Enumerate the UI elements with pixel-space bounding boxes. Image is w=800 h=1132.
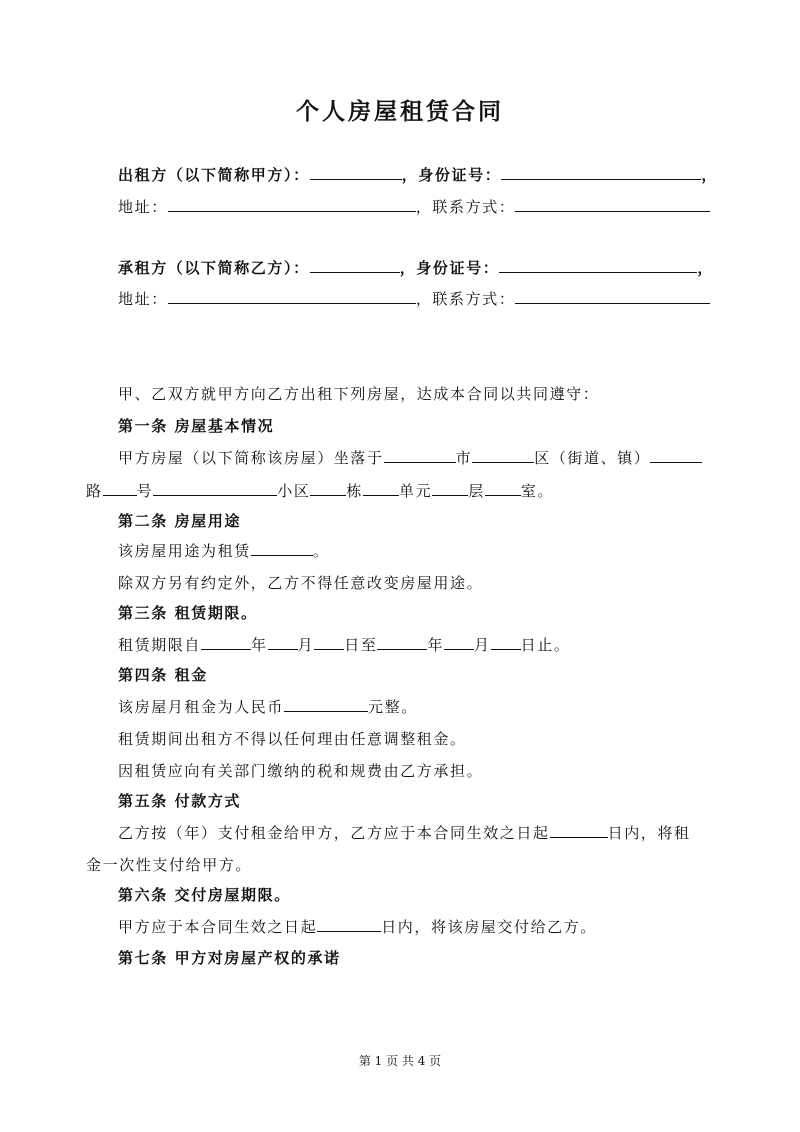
lessee-address-field[interactable] bbox=[168, 289, 416, 304]
payment-text: 乙方按（年）支付租金给甲方，乙方应于本合同生效之日起 bbox=[118, 824, 550, 842]
use-text: 该房屋用途为租赁 bbox=[118, 542, 251, 560]
end-month-field[interactable] bbox=[444, 635, 474, 650]
article-1-address-line bbox=[86, 481, 554, 501]
building-field[interactable] bbox=[310, 481, 346, 496]
start-year-field[interactable] bbox=[201, 635, 251, 650]
document-title: 个人房屋租赁合同 bbox=[296, 98, 504, 125]
end-month-label: 月 bbox=[474, 636, 491, 654]
lessee-line bbox=[118, 258, 714, 278]
article-2-use-line bbox=[118, 541, 329, 561]
end-year-label: 年 bbox=[427, 636, 445, 654]
building-label: 栋 bbox=[346, 482, 364, 500]
city-label: 市 bbox=[455, 449, 473, 467]
use-field[interactable] bbox=[251, 541, 313, 556]
rent-text: 该房屋月租金为人民币 bbox=[118, 698, 285, 716]
end-day-label: 日止。 bbox=[520, 636, 571, 654]
article-6-delivery-line bbox=[118, 917, 597, 937]
floor-field[interactable] bbox=[432, 481, 468, 496]
article-2-restriction: 除双方另有约定外，乙方不得任意改变房屋用途。 bbox=[118, 574, 484, 592]
start-day-field[interactable] bbox=[314, 635, 344, 650]
intro-paragraph: 甲、乙双方就甲方向乙方出租下列房屋，达成本合同以共同遵守： bbox=[118, 385, 600, 403]
article-6-heading: 第六条 交付房屋期限。 bbox=[118, 886, 291, 904]
delivery-text: 甲方应于本合同生效之日起 bbox=[118, 918, 318, 936]
road-label: 路 bbox=[86, 482, 103, 500]
district-field[interactable] bbox=[472, 448, 534, 463]
delivery-text-end: 日内，将该房屋交付给乙方。 bbox=[381, 918, 598, 936]
road-number-field[interactable] bbox=[103, 481, 137, 496]
lessor-contact-field[interactable] bbox=[515, 197, 710, 212]
lessor-trailing-comma: ， bbox=[701, 166, 718, 184]
lessee-label: 承租方（以下简称乙方）： bbox=[118, 259, 310, 277]
lessor-line bbox=[118, 165, 718, 185]
number-label: 号 bbox=[136, 482, 154, 500]
room-field[interactable] bbox=[485, 481, 521, 496]
lessee-id-field[interactable] bbox=[499, 258, 697, 273]
rent-amount-field[interactable] bbox=[284, 697, 368, 712]
delivery-days-field[interactable] bbox=[317, 917, 381, 932]
location-text: 甲方房屋（以下简称该房屋）坐落于 bbox=[118, 449, 384, 467]
lessee-address-label: 地址： bbox=[118, 290, 168, 308]
article-5-payment-cont: 金一次性支付给甲方。 bbox=[86, 856, 253, 874]
lessee-name-field[interactable] bbox=[310, 258, 400, 273]
end-day-field[interactable] bbox=[491, 635, 521, 650]
lessee-address-line bbox=[118, 289, 710, 309]
lessor-id-label: ，身份证号： bbox=[401, 166, 502, 184]
payment-days-field[interactable] bbox=[550, 823, 608, 838]
floor-label: 层 bbox=[468, 482, 485, 500]
article-4-taxes: 因租赁应向有关部门缴纳的税和规费由乙方承担。 bbox=[118, 762, 484, 780]
lessor-address-line bbox=[118, 197, 710, 217]
term-text: 租赁期限自 bbox=[118, 636, 202, 654]
article-5-payment-line bbox=[118, 823, 691, 843]
start-month-label: 月 bbox=[297, 636, 315, 654]
lessor-name-field[interactable] bbox=[310, 165, 402, 180]
rent-suffix: 元整。 bbox=[368, 698, 418, 716]
article-3-heading: 第三条 租赁期限。 bbox=[118, 604, 258, 622]
payment-text-end: 日内，将租 bbox=[607, 824, 691, 842]
article-4-no-adjust: 租赁期间出租方不得以任何理由任意调整租金。 bbox=[118, 730, 467, 748]
lessor-address-field[interactable] bbox=[168, 197, 416, 212]
article-3-term-line bbox=[118, 635, 570, 655]
start-year-label: 年 bbox=[251, 636, 268, 654]
community-label: 小区 bbox=[277, 482, 311, 500]
start-month-field[interactable] bbox=[268, 635, 298, 650]
lessee-trailing-comma: ， bbox=[697, 259, 714, 277]
end-year-field[interactable] bbox=[377, 635, 427, 650]
article-2-heading: 第二条 房屋用途 bbox=[118, 512, 242, 530]
page-footer: 第 1 页 共 4 页 bbox=[358, 1054, 442, 1068]
district-label: 区（街道、镇） bbox=[534, 449, 651, 467]
lessor-label: 出租方（以下简称甲方）： bbox=[118, 166, 310, 184]
room-label: 室。 bbox=[520, 482, 555, 500]
lessee-id-label: ，身份证号： bbox=[399, 259, 500, 277]
city-field[interactable] bbox=[384, 448, 456, 463]
article-1-heading: 第一条 房屋基本情况 bbox=[118, 417, 275, 435]
community-field[interactable] bbox=[153, 481, 277, 496]
lessee-contact-field[interactable] bbox=[515, 289, 710, 304]
article-7-heading: 第七条 甲方对房屋产权的承诺 bbox=[118, 949, 341, 967]
unit-field[interactable] bbox=[363, 481, 399, 496]
lessor-contact-label: ，联系方式： bbox=[415, 198, 516, 216]
unit-label: 单元 bbox=[399, 482, 433, 500]
start-day-label: 日至 bbox=[344, 636, 378, 654]
article-4-heading: 第四条 租金 bbox=[118, 666, 208, 684]
use-period: 。 bbox=[312, 542, 330, 560]
article-5-heading: 第五条 付款方式 bbox=[118, 792, 242, 810]
lessor-address-label: 地址： bbox=[118, 198, 168, 216]
article-4-rent-line bbox=[118, 697, 418, 717]
article-1-location-line bbox=[118, 448, 702, 468]
lessee-contact-label: ，联系方式： bbox=[415, 290, 516, 308]
street-field[interactable] bbox=[650, 448, 702, 463]
lessor-id-field[interactable] bbox=[501, 165, 701, 180]
